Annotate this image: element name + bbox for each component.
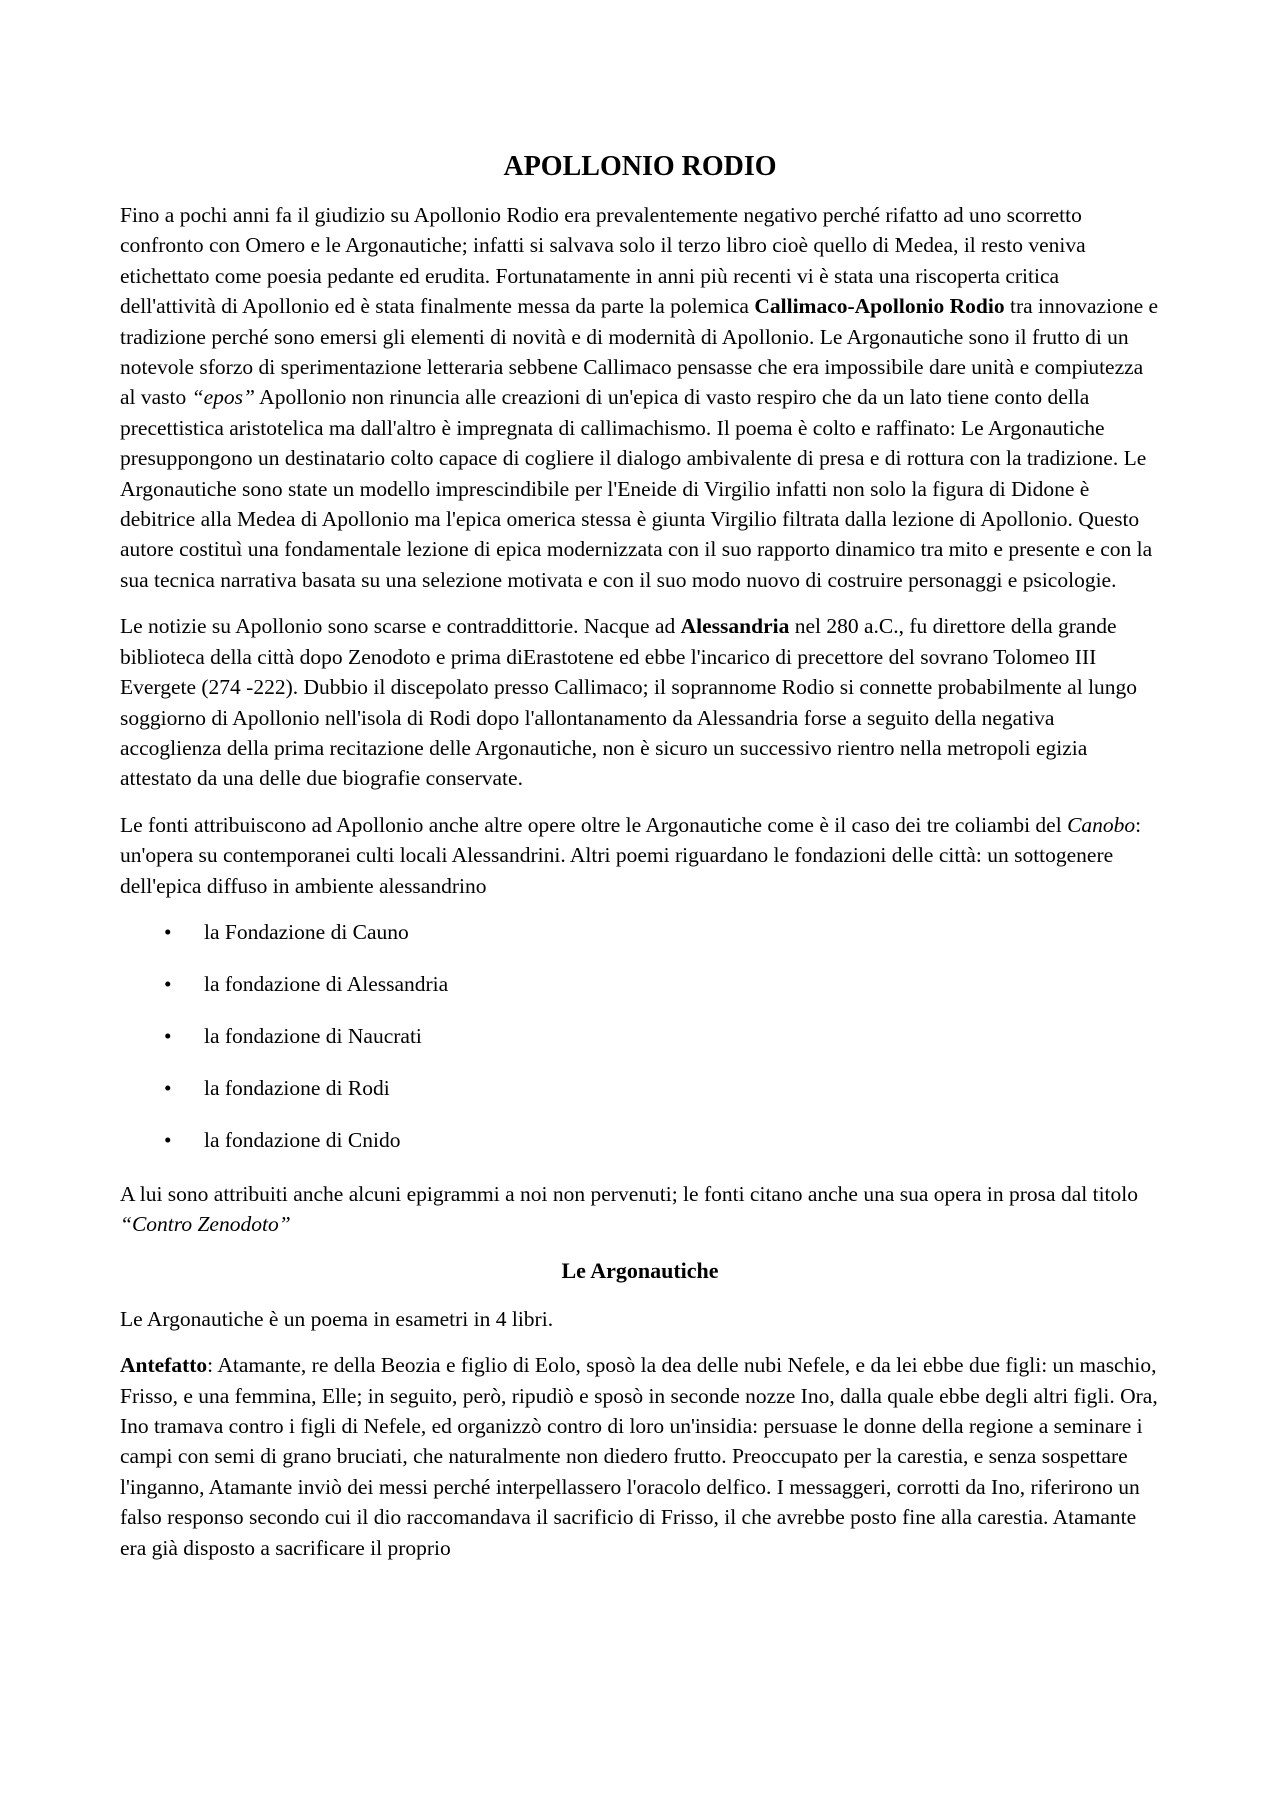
section-heading: Le Argonautiche: [561, 1257, 719, 1283]
list-item-text: la fondazione di Naucrati: [204, 1023, 422, 1048]
intro-text-e: Apollonio non rinuncia alle creazioni di un'epica di vasto respiro che da un lato tiene conto della precettistica aristotelica ma dall'altro è impregnata di callimachismo. Il poema è colto e raffinato: Le Argonautiche presuppongono un destinatario colto capace di cogliere il dialogo ambivalente di presa e di rottura con la tradizione. Le Argonautiche sono state un modello imprescindibile per l'Eneide di Virgilio infatti non solo la figura di Didone è debitrice alla Medea di Apollonio ma l'epica omerica stessa è giunta Virgilio filtrata dalla lezione di Apollonio. Questo autore costituì una fondamentale lezione di epica modernizzata con il suo rapporto dinamico tra mito e presente e con la sua tecnica narrativa basata su una selezione motivata e con il suo modo nuovo di costruire personaggi e psicologie.: [120, 385, 1153, 592]
bullet-icon: •: [164, 1127, 172, 1152]
works-text-c: : un'opera su contemporanei culti locali Alessandrini. Altri poemi riguardano le fondazioni delle città: un sottogenere dell'epica diffuso in ambiente alessandrino: [120, 812, 1142, 898]
works-text-a: Le fonti attribuiscono ad Apollonio anche altre opere oltre le Argonautiche come è il caso dei tre coliambi del: [120, 812, 1068, 837]
document-title: APOLLONIO RODIO: [503, 151, 777, 182]
intro-paragraph: [120, 200, 1160, 595]
bullet-icon: •: [164, 1023, 172, 1048]
bullet-icon: •: [164, 1075, 172, 1100]
bio-bold-alessandria: Alessandria: [680, 614, 790, 639]
bio-paragraph: [120, 611, 1160, 793]
list-item-text: la Fondazione di Cauno: [204, 919, 409, 944]
antefatto-paragraph: [120, 1350, 1160, 1563]
bio-text-c: nel 280 a.C., fu direttore della grande biblioteca della città dopo Zenodoto e prima diErastotene ed ebbe l'incarico di precettore del sovrano Tolomeo III Evergete (274 -222). Dubbio il discepolato presso Callimaco; il soprannome Rodio si connette probabilmente al lungo soggiorno di Apollonio nell'isola di Rodi dopo l'allontanamento da Alessandria forse a seguito della negativa accoglienza della prima recitazione delle Argonautiche, non è sicuro un successivo rientro nella metropoli egizia attestato da una delle due biografie conservate.: [120, 614, 1138, 791]
epigrams-text-a: A lui sono attribuiti anche alcuni epigrammi a noi non pervenuti; le fonti citano anche una sua opera in prosa dal titolo: [120, 1181, 1138, 1206]
works-paragraph: [120, 810, 1160, 901]
list-item-text: la fondazione di Cnido: [204, 1127, 401, 1152]
document-page: [120, 150, 1160, 1579]
list-item: [120, 969, 1160, 1021]
poem-intro-paragraph: Le Argonautiche è un poema in esametri in 4 libri.: [120, 1306, 554, 1331]
works-italic-canobo: Canobo: [1067, 812, 1136, 837]
bio-text-a: Le notizie su Apollonio sono scarse e contraddittorie. Nacque ad: [120, 614, 681, 639]
bullet-icon: •: [164, 919, 172, 944]
foundations-list: [120, 917, 1160, 1177]
list-item-text: la fondazione di Alessandria: [204, 971, 449, 996]
antefatto-text: : Atamante, re della Beozia e figlio di Eolo, sposò la dea delle nubi Nefele, e da lei ebbe due figli: un maschio, Frisso, e una femmina, Elle; in seguito, però, ripudiò e sposò in seconde nozze Ino, dalla quale ebbe degli altri figli. Ora, Ino tramava contro i figli di Nefele, ed organizzò contro di loro un'insidia: persuase le donne della regione a seminare i campi con semi di grano bruciati, che naturalmente non diedero frutto. Preoccupato per la carestia, e senza sospettare l'inganno, Atamante inviò dei messi perché interpellassero l'oracolo delfico. I messaggeri, corrotti da Ino, riferirono un falso responso secondo cui il dio raccomandava il sacrificio di Frisso, il che avrebbe posto fine alla carestia. Atamante era già disposto a sacrificare il proprio: [120, 1353, 1158, 1560]
intro-italic-epos: “epos”: [191, 385, 255, 410]
list-item: [120, 1125, 1160, 1177]
epigrams-paragraph: [120, 1179, 1160, 1240]
intro-bold-callimaco: Callimaco-Apollonio Rodio: [754, 294, 1005, 319]
bullet-icon: •: [164, 971, 172, 996]
intro-text-c: tra innovazione e tradizione perché sono emersi gli elementi di novità e di modernità di Apollonio. Le Argonautiche sono il frutto di un notevole sforzo di sperimentazione letteraria sebbene Callimaco pensasse che era impossibile dare unità e compiutezza al vasto: [120, 294, 1159, 410]
list-item: [120, 1073, 1160, 1125]
list-item: [120, 917, 1160, 969]
antefatto-label: Antefatto: [120, 1353, 208, 1378]
epigrams-italic-title: “Contro Zenodoto”: [120, 1212, 291, 1237]
intro-text-a: Fino a pochi anni fa il giudizio su Apollonio Rodio era prevalentemente negativo perché rifatto ad uno scorretto confronto con Omero e le Argonautiche; infatti si salvava solo il terzo libro cioè quello di Medea, il resto veniva etichettato come poesia pedante ed erudita. Fortunatamente in anni più recenti vi è stata una riscoperta critica dell'attività di Apollonio ed è stata finalmente messa da parte la polemica: [120, 203, 1086, 319]
list-item: [120, 1021, 1160, 1073]
list-item-text: la fondazione di Rodi: [204, 1075, 390, 1100]
